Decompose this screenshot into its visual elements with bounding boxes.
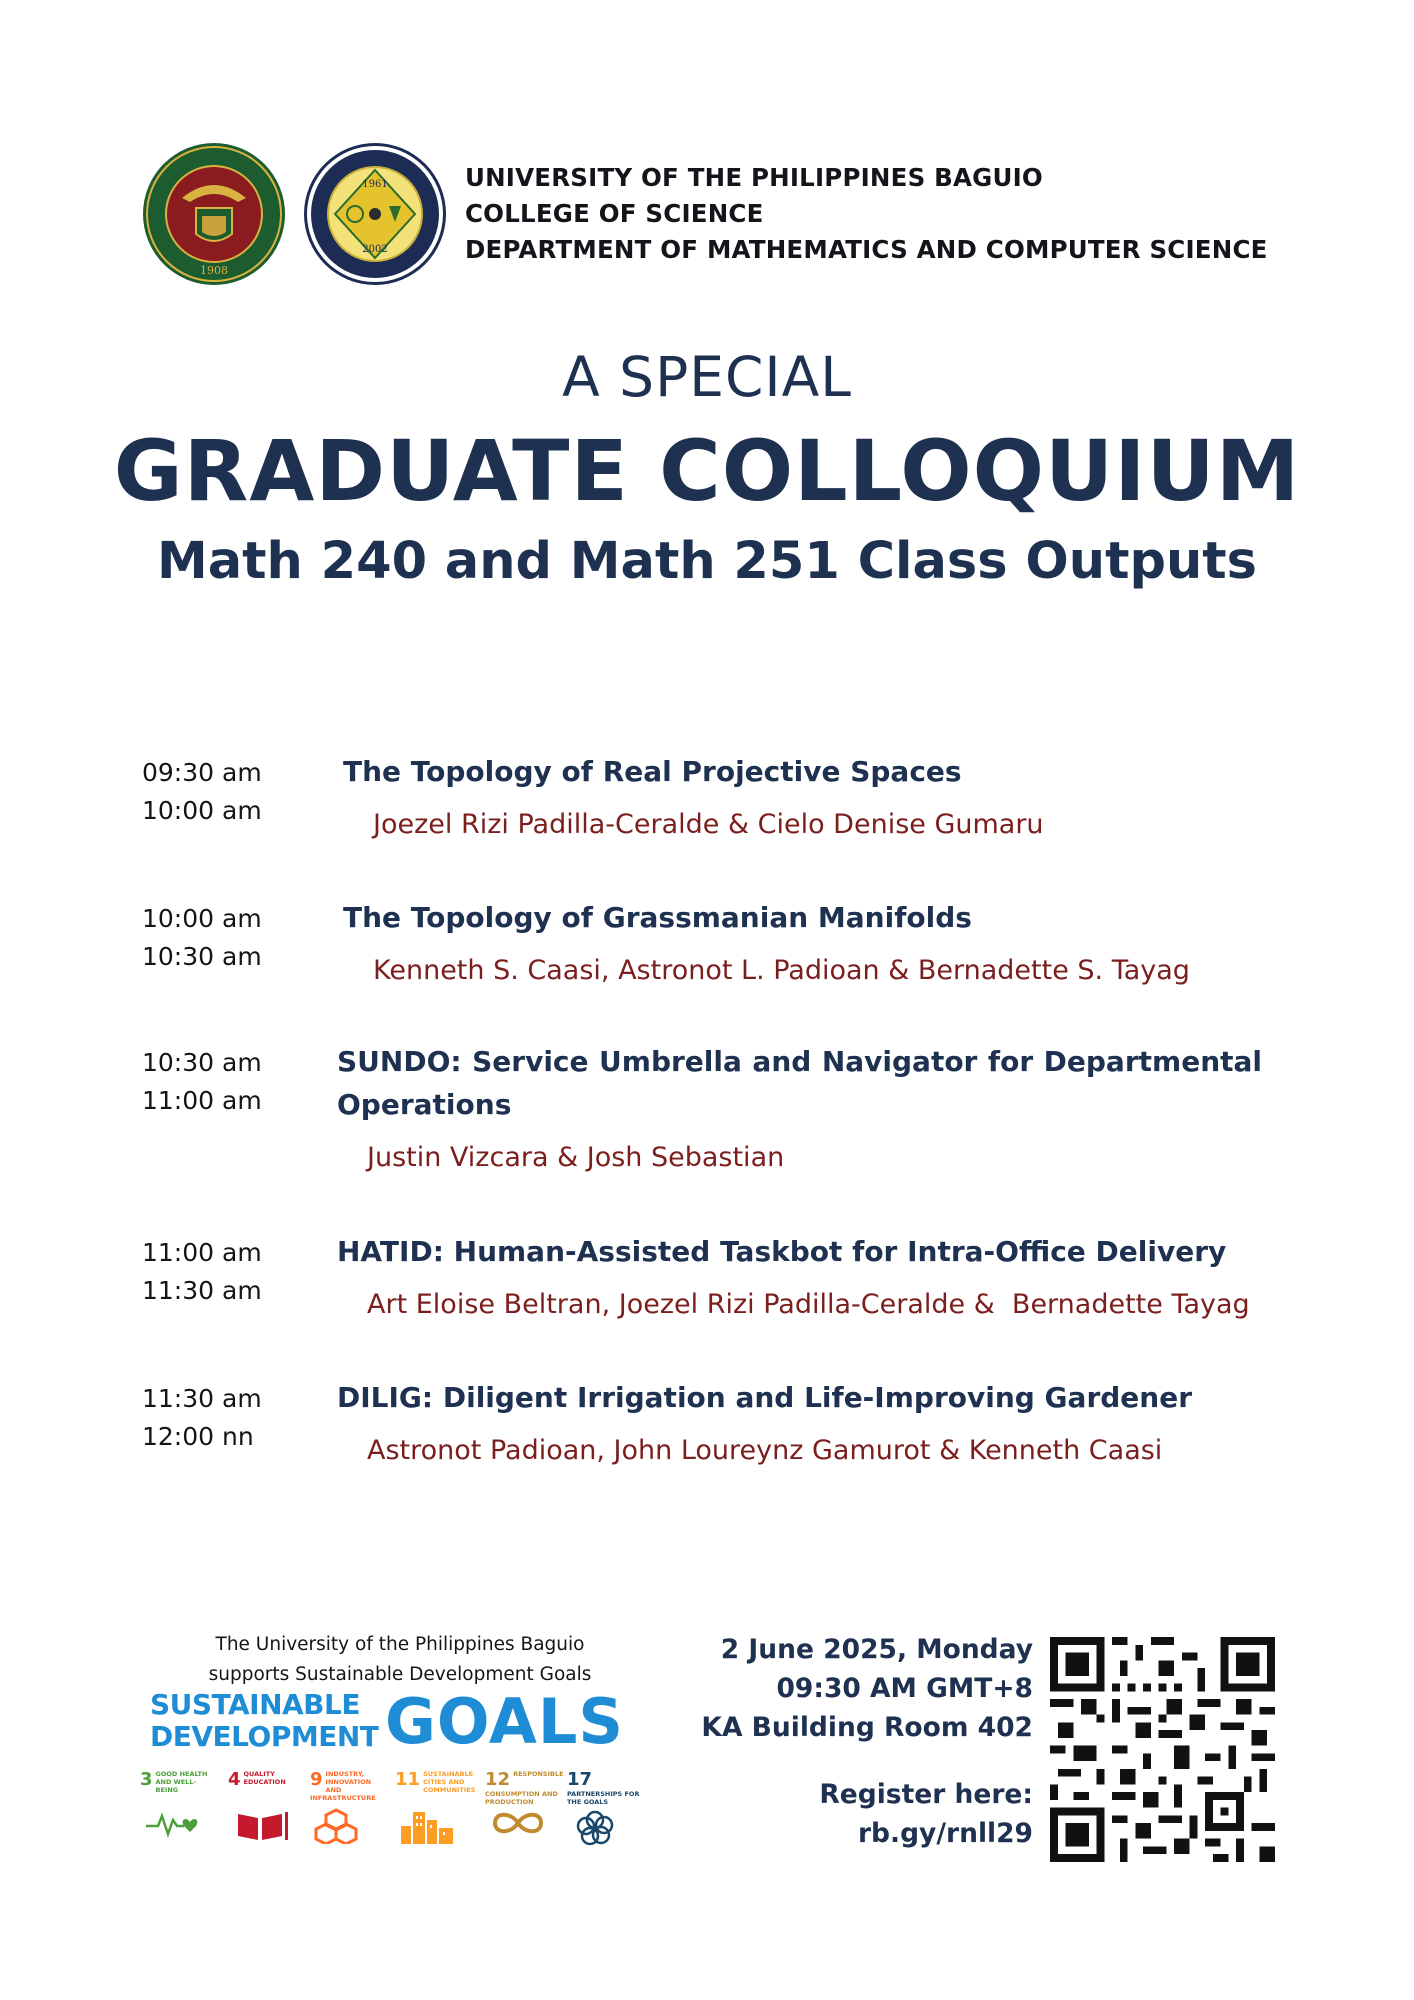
sdg-goal-11: 11 SUSTAINABLE CITIES AND COMMUNITIES bbox=[395, 1770, 477, 1794]
time-start: 11:00 am bbox=[142, 1238, 262, 1267]
talk-title: SUNDO: Service Umbrella and Navigator for Departmental Operations bbox=[337, 1045, 1262, 1121]
title-line-colloquium: GRADUATE COLLOQUIUM bbox=[113, 422, 1301, 520]
talk-authors: Astronot Padioan, John Loureynz Gamurot & Kenneth Caasi bbox=[367, 1435, 1163, 1466]
cs-seal-year-top: 1961 bbox=[362, 179, 388, 190]
talk-title: The Topology of Grassmanian Manifolds bbox=[343, 901, 972, 934]
cs-seal-year-bottom: 2002 bbox=[362, 244, 388, 255]
time-end: 11:00 am bbox=[142, 1086, 262, 1115]
time-end: 12:00 nn bbox=[142, 1422, 254, 1451]
event-time: 09:30 AM GMT+8 bbox=[776, 1673, 1033, 1704]
sdg-support-line-2: supports Sustainable Development Goals bbox=[208, 1664, 592, 1685]
time-end: 10:30 am bbox=[142, 942, 262, 971]
sdg-logo bbox=[150, 1685, 640, 1758]
time-start: 11:30 am bbox=[142, 1384, 262, 1413]
sdg-goal-3: 3 GOOD HEALTH AND WELL-BEING bbox=[140, 1770, 208, 1794]
city-icon bbox=[399, 1808, 463, 1844]
event-details bbox=[701, 1630, 1033, 1747]
talk-title: HATID: Human-Assisted Taskbot for Intra-Office Delivery bbox=[337, 1235, 1227, 1268]
heartbeat-icon bbox=[144, 1808, 202, 1838]
up-seal-logo bbox=[142, 142, 286, 286]
sdg-word-development: DEVELOPMENT bbox=[150, 1720, 379, 1753]
sdg-support-statement bbox=[150, 1630, 650, 1690]
talk-title: DILIG: Diligent Irrigation and Life-Improving Gardener bbox=[337, 1381, 1193, 1414]
time-start: 09:30 am bbox=[142, 758, 262, 787]
talk-title: The Topology of Real Projective Spaces bbox=[343, 755, 962, 788]
partnership-flower-icon bbox=[571, 1808, 629, 1848]
up-seal-year: 1908 bbox=[200, 264, 228, 277]
institution-block bbox=[465, 160, 1268, 268]
sdg-goal-4: 4 QUALITY EDUCATION bbox=[228, 1770, 296, 1790]
cubes-icon bbox=[314, 1808, 372, 1844]
talk-authors: Art Eloise Beltran, Joezel Rizi Padilla-Ceralde & Bernadette Tayag bbox=[367, 1289, 1250, 1320]
college-name: COLLEGE OF SCIENCE bbox=[465, 199, 764, 228]
event-date: 2 June 2025, Monday bbox=[720, 1634, 1033, 1665]
time-end: 10:00 am bbox=[142, 796, 262, 825]
sdg-word-sustainable: SUSTAINABLE bbox=[150, 1688, 360, 1721]
talk-authors: Joezel Rizi Padilla-Ceralde & Cielo Denise Gumaru bbox=[373, 809, 1044, 840]
event-venue: KA Building Room 402 bbox=[701, 1712, 1033, 1743]
book-icon bbox=[232, 1808, 290, 1842]
time-end: 11:30 am bbox=[142, 1276, 262, 1305]
sdg-goal-17: 17 PARTNERSHIPS FOR THE GOALS bbox=[567, 1770, 647, 1806]
register-label: Register here: bbox=[819, 1779, 1033, 1810]
department-name: DEPARTMENT OF MATHEMATICS AND COMPUTER SCIENCE bbox=[465, 235, 1268, 264]
title-line-subtitle: Math 240 and Math 251 Class Outputs bbox=[156, 532, 1257, 591]
register-link[interactable]: rb.gy/rnll29 bbox=[857, 1818, 1033, 1849]
title-line-special: A SPECIAL bbox=[562, 345, 852, 409]
sdg-goal-9: 9 INDUSTRY, INNOVATION AND INFRASTRUCTURE bbox=[310, 1770, 378, 1802]
infinity-icon bbox=[489, 1808, 547, 1838]
time-start: 10:00 am bbox=[142, 904, 262, 933]
registration-block bbox=[819, 1775, 1033, 1853]
college-of-science-seal-logo bbox=[303, 142, 447, 286]
talk-authors: Justin Vizcara & Josh Sebastian bbox=[367, 1142, 785, 1173]
time-start: 10:30 am bbox=[142, 1048, 262, 1077]
registration-qr-code-icon[interactable] bbox=[1050, 1637, 1275, 1862]
sdg-goal-12: 12 RESPONSIBLE CONSUMPTION AND PRODUCTION bbox=[485, 1770, 565, 1806]
talk-authors: Kenneth S. Caasi, Astronot L. Padioan & Bernadette S. Tayag bbox=[373, 955, 1190, 986]
sdg-support-line-1: The University of the Philippines Baguio bbox=[215, 1634, 585, 1655]
sdg-word-goals: GOALS bbox=[385, 1685, 625, 1758]
university-name: UNIVERSITY OF THE PHILIPPINES BAGUIO bbox=[465, 163, 1043, 192]
